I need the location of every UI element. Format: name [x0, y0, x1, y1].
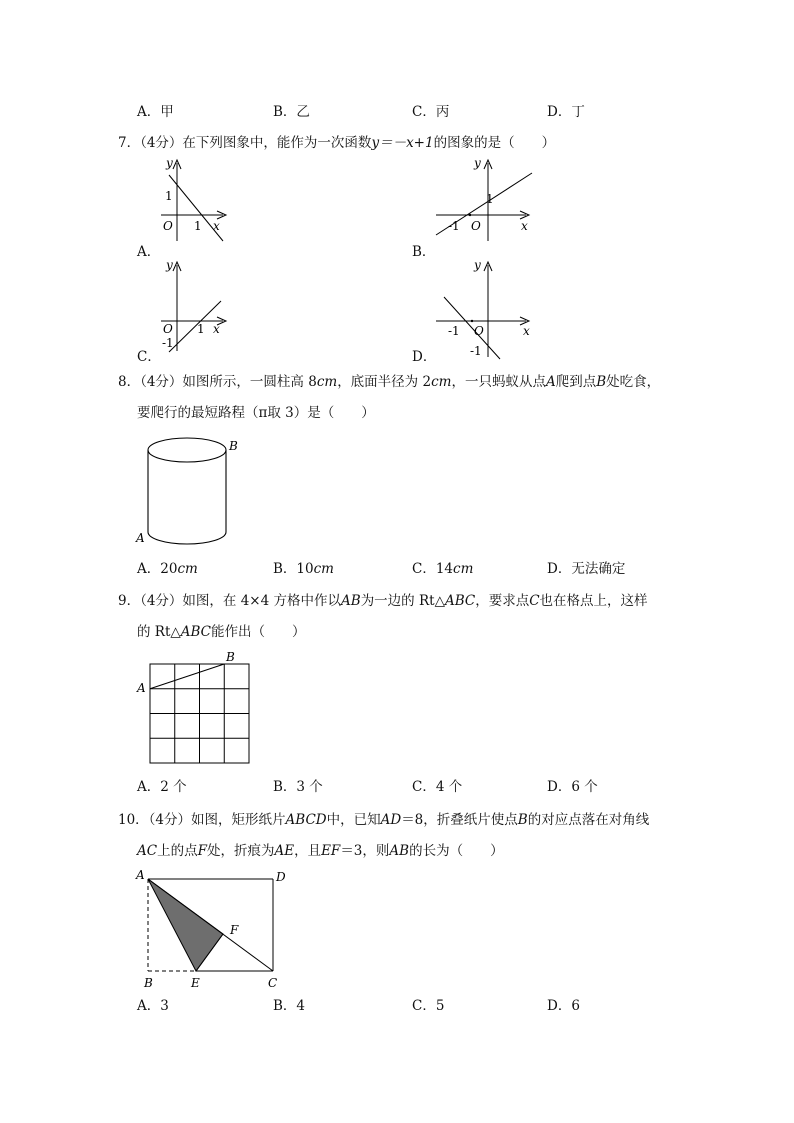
q10-option-d: D．6	[547, 998, 580, 1014]
q9-label-a: A	[137, 681, 146, 695]
q9-stem-line1: 9．（4分）如图，在 4×4 方格中作以AB为一边的 Rt△ABC，要求点C也在格点上，这样	[118, 593, 648, 609]
q8-label-a: A	[136, 531, 145, 545]
q9-label-b: B	[226, 650, 235, 664]
q7-option-a: A．	[137, 244, 161, 260]
q6-option-a: A．甲	[137, 104, 174, 120]
q9-option-c: C．4 个	[412, 779, 463, 795]
q8-cylinder-figure	[134, 432, 244, 552]
q7d-origin: O	[474, 324, 484, 338]
q7c-y-label: y	[166, 258, 173, 272]
q10-label-c: C	[268, 976, 278, 990]
q7-graph-c	[155, 257, 235, 357]
q10-rectangle-figure	[132, 866, 302, 994]
q7c-one-x: 1	[197, 322, 205, 336]
q9-grid-figure	[134, 648, 254, 768]
q7a-one-x: 1	[194, 219, 202, 233]
q9-option-d: D．6 个	[547, 779, 598, 795]
q9-option-a: A．2 个	[137, 779, 187, 795]
q8-option-b: B．10cm	[273, 561, 334, 577]
q10-label-b: B	[144, 976, 153, 990]
q7-option-d: D．	[412, 349, 437, 365]
q6-option-d: D．丁	[547, 104, 585, 120]
q7d-neg-one-y: -1	[470, 344, 482, 358]
q10-label-d: D	[276, 870, 286, 884]
q7c-x-label: x	[213, 322, 220, 336]
q7b-one-y: 1	[486, 192, 494, 206]
q8-stem-line2: 要爬行的最短路程（π取 3）是（ ）	[137, 405, 375, 421]
q10-stem-line1: 10．（4分）如图，矩形纸片ABCD中，已知AD＝8，折叠纸片使点B的对应点落在对角线	[118, 812, 650, 828]
q8-option-d: D．无法确定	[547, 561, 626, 577]
q8-option-c: C．14cm	[412, 561, 474, 577]
q8-stem-line1: 8．（4分）如图所示，一圆柱高 8cm，底面半径为 2cm，一只蚂蚁从点A爬到点B处吃食，	[118, 374, 661, 390]
q7c-neg-one-y: -1	[162, 336, 174, 350]
q7a-x-label: x	[213, 219, 220, 233]
q7b-neg-one-x: -1	[448, 219, 460, 233]
q10-label-e: E	[191, 976, 200, 990]
q7-option-c: C．	[137, 349, 161, 365]
q7-stem: 7．（4分）在下列图象中，能作为一次函数y＝－x+1的图象的是（ ）	[118, 135, 556, 151]
q7b-x-label: x	[521, 219, 528, 233]
q10-label-a: A	[136, 868, 145, 882]
q10-label-f: F	[230, 923, 239, 937]
q7b-origin: O	[471, 219, 481, 233]
q7d-y-label: y	[474, 258, 481, 272]
q7a-y-label: y	[166, 156, 173, 170]
q7c-origin: O	[163, 322, 173, 336]
q10-option-a: A．3	[137, 998, 169, 1014]
q7-option-b: B．	[412, 244, 436, 260]
q8-option-a: A．20cm	[137, 561, 198, 577]
q10-stem-line2: AC上的点F处，折痕为AE，且EF＝3，则AB的长为（ ）	[137, 843, 504, 859]
q7-graph-d	[430, 257, 540, 362]
q8-label-b: B	[229, 439, 238, 453]
q7d-x-label: x	[523, 324, 530, 338]
q10-option-b: B．4	[273, 998, 306, 1014]
q7d-neg-one-x: -1	[448, 324, 460, 338]
q9-stem-line2: 的 Rt△ABC能作出（ ）	[137, 624, 306, 640]
q7a-origin: O	[163, 219, 173, 233]
q7b-y-label: y	[474, 156, 481, 170]
q7-graph-b	[430, 155, 540, 250]
q6-option-b: B．乙	[273, 104, 310, 120]
q10-option-c: C．5	[412, 998, 445, 1014]
q9-option-b: B．3 个	[273, 779, 323, 795]
q7a-one-y: 1	[165, 189, 173, 203]
q6-option-c: C．丙	[412, 104, 450, 120]
q7-graph-a	[155, 155, 235, 250]
